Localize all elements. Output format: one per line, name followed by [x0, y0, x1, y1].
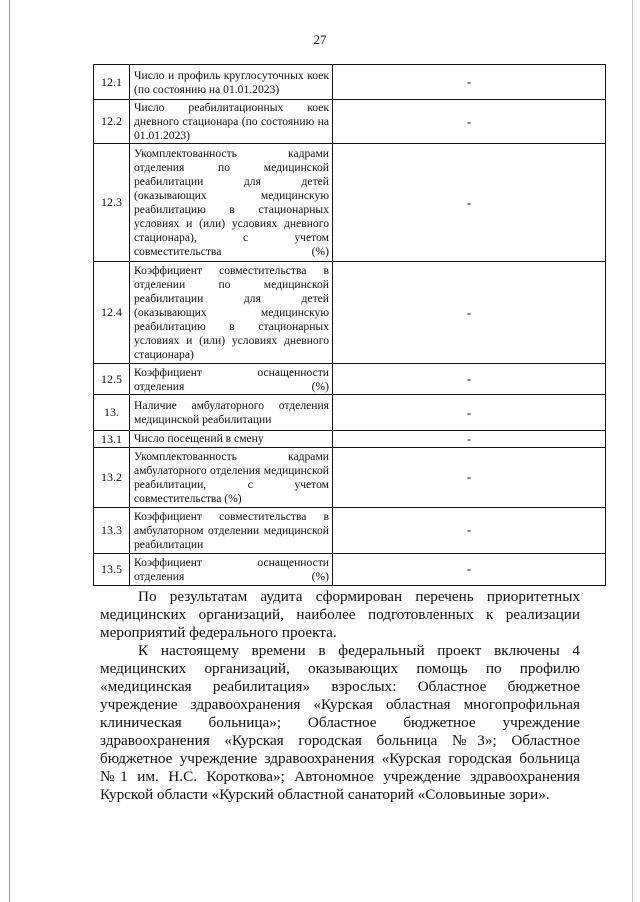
row-number: 12.4: [94, 262, 130, 364]
table-row: [94, 447, 606, 507]
indicator-name: Число реабилитационных коек дневного стационара (по состоянию на 01.01.2023): [130, 100, 333, 144]
table-row: [94, 431, 606, 448]
indicator-name: Коэффициент совместительства в амбулаторном отделении медицинской реабилитации: [130, 507, 333, 553]
paragraph: К настоящему времени в федеральный проект включены 4 медицинских организаций, оказывающих помощь по профилю «медицинская реабилитация» взрослых: Областное бюджетное учреждение здравоохранения «Курская областная многопрофильная клиническая больница»; Областное бюджетное учреждение здравоохранения «Курская городская больница №3»; Областное бюджетное учреждение здравоохранения «Курская городская больница №1 им. Н.С. Короткова»; Автономное учреждение здравоохранения Курской области «Курский областной санаторий «Соловьиные зори».: [100, 642, 580, 803]
indicator-name: Число посещений в смену: [130, 431, 333, 448]
row-number: 13.2: [94, 447, 130, 507]
indicator-value: -: [333, 431, 606, 448]
indicator-value: -: [333, 364, 606, 395]
indicator-name: Коэффициент оснащенности отделения (%): [130, 553, 333, 585]
table-row: [94, 364, 606, 395]
table-row: [94, 65, 606, 100]
row-number: 13.3: [94, 507, 130, 553]
row-number: 13.5: [94, 553, 130, 585]
indicator-table: [93, 64, 606, 586]
page-number: 27: [313, 32, 327, 47]
indicator-name: Коэффициент совместительства в отделении по медицинской реабилитации для детей (оказывающих медицинскую реабилитацию в стационарных условиях и (или) условиях дневного стационара): [130, 262, 333, 364]
table-row: [94, 507, 606, 553]
row-number: 13.1: [94, 431, 130, 448]
row-number: 12.1: [94, 65, 130, 100]
indicator-name: Коэффициент оснащенности отделения (%): [130, 364, 333, 395]
table-row: [94, 262, 606, 364]
indicator-name: Укомплектованность кадрами амбулаторного отделения медицинской реабилитации, с учетом совместительства (%): [130, 447, 333, 507]
row-number: 12.2: [94, 100, 130, 144]
row-number: 12.3: [94, 144, 130, 262]
indicator-value: -: [333, 262, 606, 364]
row-number: 12.5: [94, 364, 130, 395]
table-row: [94, 100, 606, 144]
paragraph: По результатам аудита сформирован перечень приоритетных медицинских организаций, наиболее подготовленных к реализации мероприятий федерального проекта.: [100, 588, 580, 641]
indicator-name: Наличие амбулаторного отделения медицинской реабилитации: [130, 395, 333, 431]
indicator-value: -: [333, 144, 606, 262]
indicator-value: -: [333, 395, 606, 431]
body-text: [100, 588, 580, 804]
indicator-value: -: [333, 507, 606, 553]
indicator-name: Укомплектованность кадрами отделения по медицинской реабилитации для детей (оказывающих медицинскую реабилитацию в стационарных условиях и (или) условиях дневного стационара), с учетом совместительства (%): [130, 144, 333, 262]
table-row: [94, 144, 606, 262]
table-row: [94, 553, 606, 585]
indicator-value: -: [333, 447, 606, 507]
indicator-value: -: [333, 100, 606, 144]
indicator-name: Число и профиль круглосуточных коек (по состоянию на 01.01.2023): [130, 65, 333, 100]
table-row: [94, 395, 606, 431]
indicator-value: -: [333, 65, 606, 100]
row-number: 13.: [94, 395, 130, 431]
indicator-value: -: [333, 553, 606, 585]
